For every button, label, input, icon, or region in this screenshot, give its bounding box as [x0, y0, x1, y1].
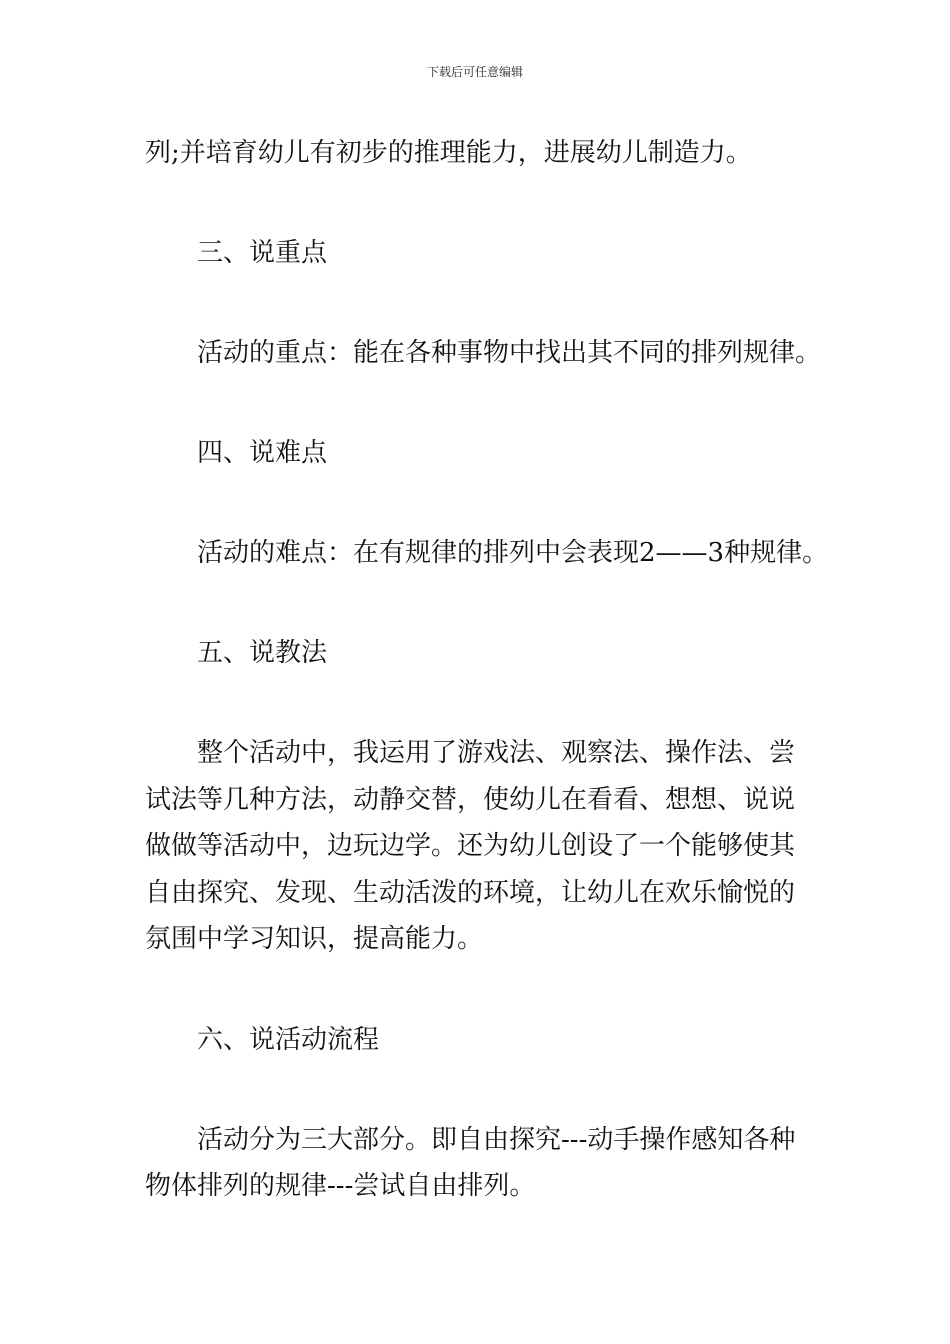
text-line: 活动分为三大部分。即自由探究---动手操作感知各种 — [197, 1124, 796, 1155]
paragraph-teaching-methods — [145, 730, 810, 963]
page-header: 下载后可任意编辑 — [426, 65, 523, 79]
text-line: 自由探究、发现、生动活泼的环境，让幼儿在欢乐愉悦的 — [145, 877, 796, 908]
text-line: 整个活动中，我运用了游戏法、观察法、操作法、尝 — [197, 738, 796, 768]
text-line: 物体排列的规律---尝试自由排列。 — [145, 1171, 536, 1201]
paragraph-key-points: 活动的重点：能在各种事物中找出其不同的排列规律。 — [197, 338, 822, 368]
paragraph-continuation: 列;并培育幼儿有初步的推理能力，进展幼儿制造力。 — [145, 138, 752, 168]
text-line: 试法等几种方法，动静交替，使幼儿在看看、想想、说说 — [145, 784, 796, 815]
text-line: 氛围中学习知识，提高能力。 — [145, 924, 484, 954]
text-line: 做做等活动中，边玩边学。还为幼儿创设了一个能够使其 — [145, 831, 796, 861]
section-heading-difficulties: 四、说难点 — [197, 438, 328, 468]
document-body — [145, 130, 829, 1210]
paragraph-activity-flow — [145, 1117, 810, 1210]
section-heading-activity-flow: 六、说活动流程 — [197, 1024, 380, 1055]
paragraph-difficulties: 活动的难点：在有规律的排列中会表现2——3种规律。 — [197, 538, 829, 568]
section-heading-key-points: 三、说重点 — [197, 238, 328, 268]
section-heading-teaching-methods: 五、说教法 — [197, 638, 328, 668]
